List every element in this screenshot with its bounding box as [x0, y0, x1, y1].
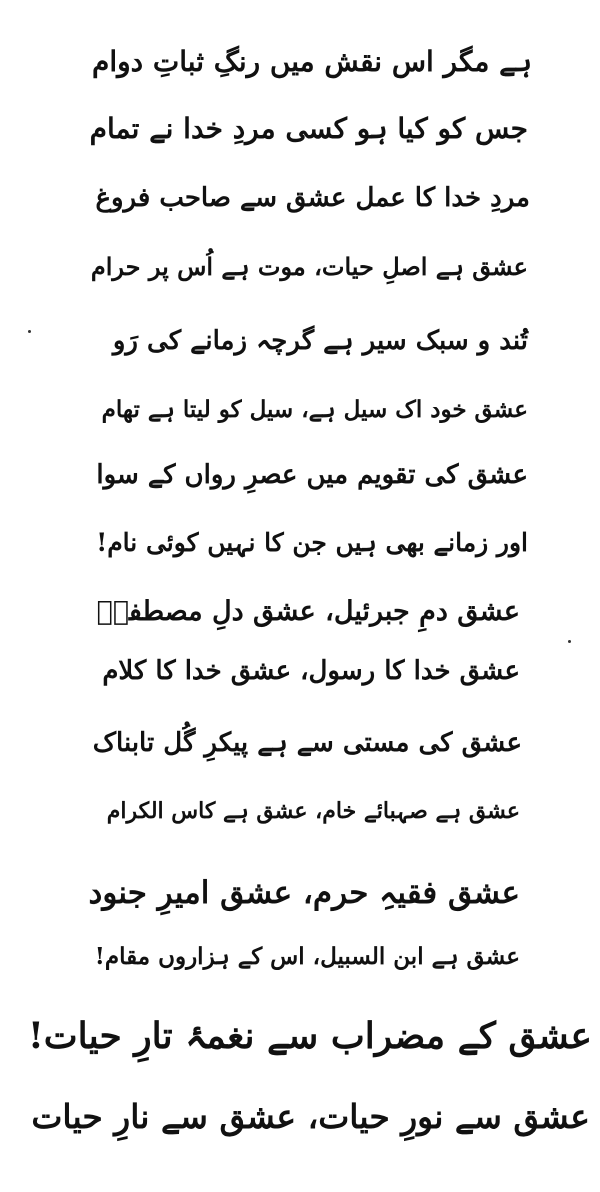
poem-line-16: عشق سے نورِ حیات، عشق سے نارِ حیات: [31, 1097, 590, 1136]
poem-line-1: ہے مگر اس نقش میں رنگِ ثباتِ دوام: [92, 45, 532, 78]
poem-line-11: عشق کی مستی سے ہے پیکرِ گُل تابناک: [92, 728, 522, 758]
poem-line-14: عشق ہے ابن السبیل، اس کے ہزاروں مقام!: [94, 943, 520, 970]
poem-line-5: تُند و سبک سیر ہے گرچہ زمانے کی رَو: [112, 326, 528, 356]
poem-line-15: عشق کے مضراب سے نغمۂ تارِ حیات!: [27, 1015, 592, 1057]
poem-line-8: اور زمانے بھی ہیں جن کا نہیں کوئی نام!: [96, 528, 528, 557]
ink-speck: [568, 640, 571, 643]
poem-line-12: عشق ہے صہبائے خام، عشق ہے کاس الکرام: [106, 798, 520, 824]
poem-line-7: عشق کی تقویم میں عصرِ رواں کے سوا: [96, 460, 528, 490]
poem-line-4: عشق ہے اصلِ حیات، موت ہے اُس پر حرام: [90, 252, 528, 281]
poem-line-9: عشق دمِ جبرئیل، عشق دلِ مصطفیؐ: [96, 596, 520, 627]
poem-line-6: عشق خود اک سیل ہے، سیل کو لیتا ہے تھام: [101, 396, 528, 423]
ink-speck: [28, 330, 31, 333]
poem-line-2: جس کو کیا ہو کسی مردِ خدا نے تمام: [89, 112, 528, 145]
poem-line-10: عشق خدا کا رسول، عشق خدا کا کلام: [102, 656, 520, 686]
poem-line-13: عشق فقیہِ حرم، عشق امیرِ جنود: [88, 875, 520, 911]
poem-line-3: مردِ خدا کا عمل عشق سے صاحب فروغ: [95, 183, 530, 213]
